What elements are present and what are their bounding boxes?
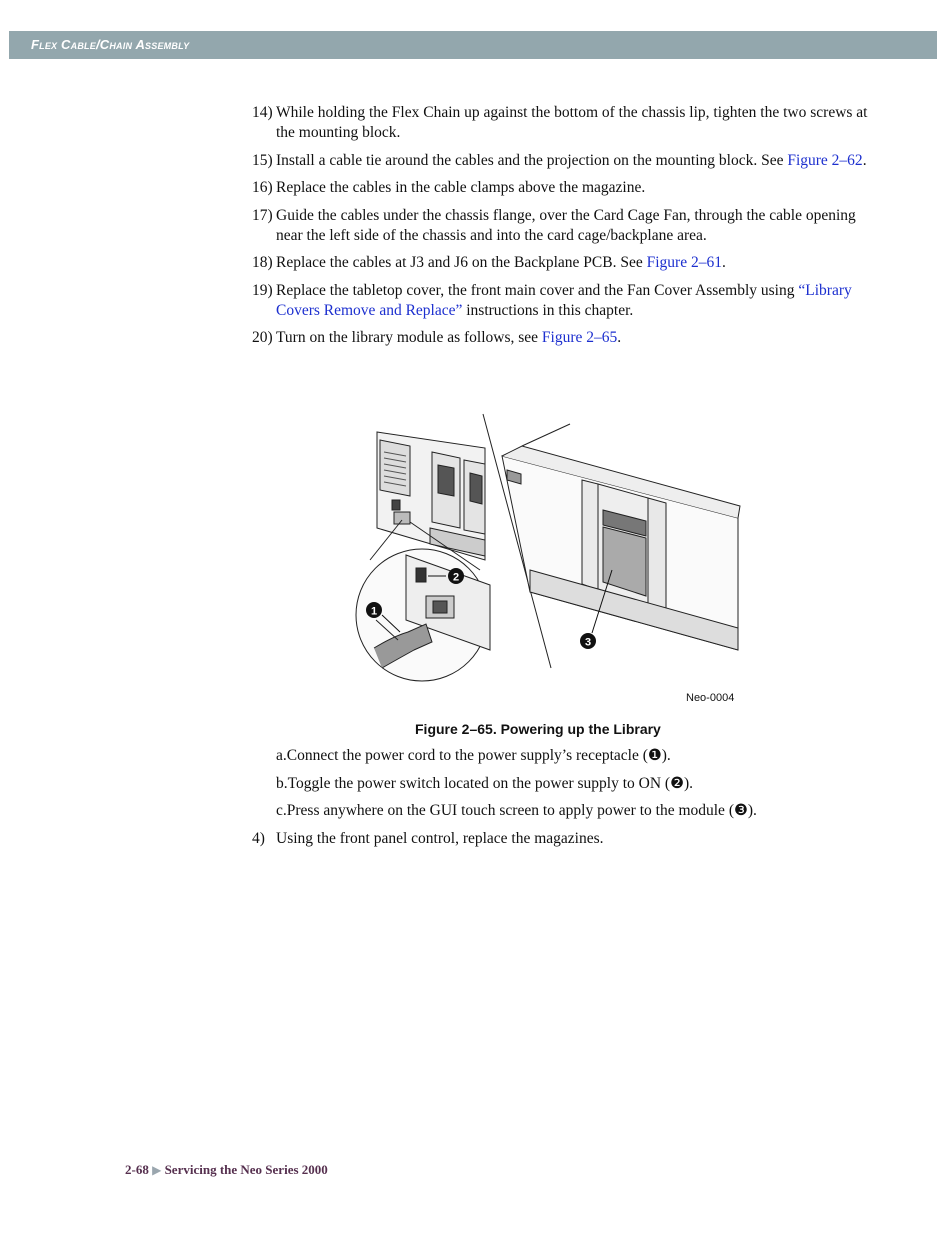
step-text: [276, 104, 867, 141]
step-number: 15): [252, 151, 273, 169]
step-text-segment: Turn on the library module as follows, see: [276, 329, 542, 346]
step-number: 14): [252, 104, 273, 121]
step-text: [276, 254, 726, 271]
step-text-segment: While holding the Flex Chain up against the bottom of the chassis lip, tighten the two screws at the mounting block.: [276, 104, 868, 141]
step-item: [252, 281, 882, 321]
step-text: [276, 207, 856, 244]
header-bar: [9, 31, 937, 59]
callout-2-label: 2: [452, 571, 460, 584]
page-footer: [125, 1162, 328, 1178]
step-text-segment: instructions in this chapter.: [462, 301, 634, 319]
step-item: [252, 151, 882, 171]
substep-item: c.Press anywhere on the GUI touch screen to apply power to the module (❸).: [276, 802, 757, 819]
step-text-segment: Guide the cables under the chassis flange, over the Card Cage Fan, through the cable opening near the left side of the chassis and into the card cage/backplane area.: [276, 206, 856, 244]
cross-reference-link[interactable]: Figure 2–65: [541, 329, 618, 346]
step-text-segment: Replace the tabletop cover, the front main cover and the Fan Cover Assembly using: [276, 281, 799, 299]
step-text-segment: .: [862, 151, 867, 169]
step-text-segment: Install a cable tie around the cables and the projection on the mounting block. See: [276, 151, 788, 169]
steps-list: [252, 103, 882, 356]
step-text: [276, 282, 852, 319]
figure-id: Neo-0004: [686, 692, 735, 704]
callout-1-label: 1: [370, 605, 378, 618]
substep-item: b.Toggle the power switch located on the power supply to ON (❷).: [276, 774, 694, 792]
cross-reference-link[interactable]: “Library Covers Remove and Replace”: [276, 281, 852, 319]
substep-item: a.Connect the power cord to the power supply’s receptacle (❶).: [276, 747, 671, 764]
step-text-segment: .: [617, 329, 622, 346]
final-step: [252, 829, 604, 849]
step-text: [276, 152, 867, 169]
step-item: [252, 206, 882, 246]
step-number: 16): [252, 179, 273, 196]
step-number: 4): [252, 830, 265, 847]
step-text-segment: Replace the cables in the cable clamps above the magazine.: [276, 179, 646, 196]
step-number: 17): [252, 206, 273, 224]
arrow-icon: ▶: [152, 1163, 162, 1177]
step-number: 18): [252, 254, 273, 271]
cross-reference-link[interactable]: Figure 2–61: [646, 254, 722, 271]
figure-illustration: [350, 410, 750, 690]
figure-caption: Figure 2–65. Powering up the Library: [415, 721, 661, 737]
cross-reference-link[interactable]: Figure 2–62: [787, 151, 863, 169]
step-item: [252, 103, 882, 143]
step-item: [252, 178, 882, 198]
step-text: [276, 329, 621, 346]
section-title: Flex Cable/Chain Assembly: [31, 37, 190, 52]
step-text-segment: .: [721, 254, 726, 271]
step-number: 19): [252, 281, 273, 299]
book-title: Servicing the Neo Series 2000: [164, 1162, 328, 1177]
step-item: [252, 328, 882, 348]
callout-3-label: 3: [584, 636, 592, 649]
substeps-list: [276, 746, 876, 829]
step-item: [252, 253, 882, 273]
page-number: 2-68: [125, 1162, 149, 1177]
step-text: Using the front panel control, replace the magazines.: [276, 830, 604, 847]
step-number: 20): [252, 329, 273, 346]
step-text-segment: Replace the cables at J3 and J6 on the Backplane PCB. See: [276, 254, 647, 271]
step-text: [276, 179, 645, 196]
